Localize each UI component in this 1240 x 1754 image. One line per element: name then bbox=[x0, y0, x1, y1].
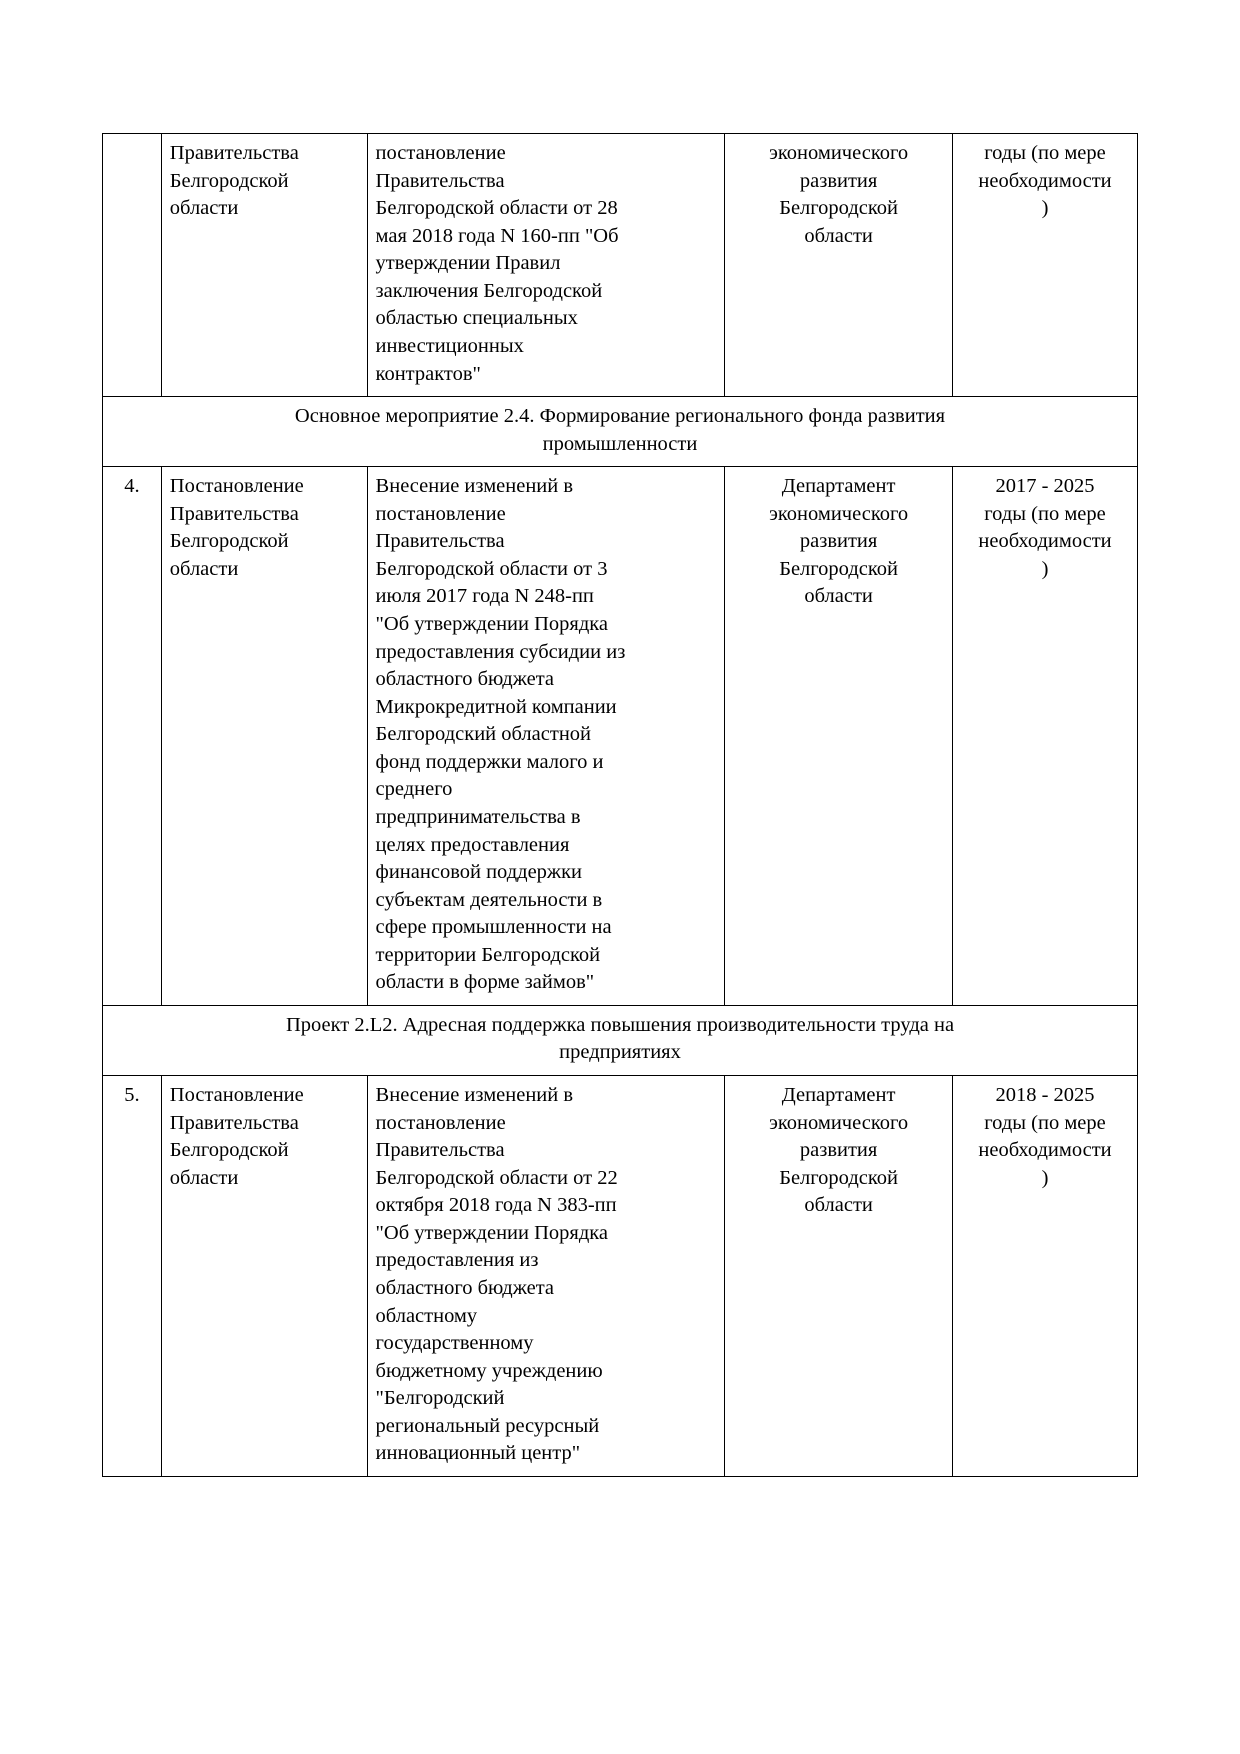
act-provisions-line: Правительства bbox=[375, 169, 505, 192]
expected-term-line: ) bbox=[1041, 1166, 1049, 1189]
table-row bbox=[103, 1076, 1138, 1477]
cell-row-number: 4. bbox=[103, 467, 162, 1006]
responsible-executor-line: области bbox=[804, 1194, 873, 1217]
act-provisions-line: целях предоставления bbox=[375, 833, 570, 856]
act-type-line: Постановление bbox=[169, 475, 304, 498]
expected-term-line: ) bbox=[1041, 557, 1049, 580]
act-type-line: области bbox=[169, 197, 239, 220]
act-provisions-line: предоставления субсидии из bbox=[375, 640, 626, 663]
table-body bbox=[103, 134, 1138, 1477]
act-provisions-line: Микрокредитной компании bbox=[375, 695, 617, 718]
act-provisions-line: сфере промышленности на bbox=[375, 916, 612, 939]
responsible-executor-line: экономического bbox=[769, 1111, 909, 1134]
section-heading-line: Основное мероприятие 2.4. Формирование регионального фонда развития bbox=[294, 405, 946, 428]
act-provisions-line: региональный ресурсный bbox=[375, 1414, 600, 1437]
expected-term-line: годы (по мере bbox=[984, 1111, 1106, 1134]
table-row bbox=[103, 467, 1138, 1006]
act-provisions-line: субъектам деятельности в bbox=[375, 888, 603, 911]
act-provisions-line: областного бюджета bbox=[375, 1276, 555, 1299]
act-provisions-line: "Белгородский bbox=[375, 1387, 505, 1410]
responsible-executor-line: Департамент bbox=[781, 1084, 896, 1106]
cell-act-provisions bbox=[367, 1076, 725, 1477]
act-provisions-line: контрактов" bbox=[375, 362, 481, 385]
act-provisions-line: Белгородской области от 28 bbox=[375, 197, 618, 220]
act-type-line: Белгородской bbox=[169, 169, 289, 192]
act-type-line: Правительства bbox=[169, 1111, 299, 1134]
act-provisions-line: Правительства bbox=[375, 1139, 505, 1162]
responsible-executor-line: Белгородской bbox=[779, 557, 899, 580]
section-heading-line: предприятиях bbox=[559, 1041, 681, 1064]
act-provisions-line: октября 2018 года N 383-пп bbox=[375, 1194, 617, 1217]
responsible-executor-line: области bbox=[804, 585, 873, 608]
act-provisions-line: постановление bbox=[375, 142, 506, 164]
act-provisions-line: областному bbox=[375, 1304, 478, 1327]
table-section-row bbox=[103, 1005, 1138, 1075]
cell-act-type bbox=[161, 1076, 367, 1477]
cell-row-number: 5. bbox=[103, 1076, 162, 1477]
act-provisions-line: Внесение изменений в bbox=[375, 1084, 574, 1106]
act-provisions-line: Правительства bbox=[375, 530, 505, 553]
responsible-executor-line: экономического bbox=[769, 142, 909, 164]
act-provisions-line: утверждении Правил bbox=[375, 252, 561, 275]
cell-row-number bbox=[103, 134, 162, 397]
act-type-line: Белгородской bbox=[169, 530, 289, 553]
act-provisions-line: постановление bbox=[375, 1111, 506, 1134]
responsible-executor-line: экономического bbox=[769, 502, 909, 525]
responsible-executor-line: развития bbox=[799, 530, 878, 553]
section-heading bbox=[103, 1005, 1138, 1075]
act-type-line: Правительства bbox=[169, 142, 299, 164]
act-type-line: Постановление bbox=[169, 1084, 304, 1106]
act-provisions-line: Внесение изменений в bbox=[375, 475, 574, 498]
act-provisions-line: бюджетному учреждению bbox=[375, 1359, 603, 1382]
act-provisions-line: инновационный центр" bbox=[375, 1442, 581, 1465]
cell-expected-term bbox=[953, 1076, 1138, 1477]
act-provisions-line: инвестиционных bbox=[375, 334, 524, 357]
expected-term-line: необходимости bbox=[978, 1139, 1112, 1162]
cell-act-provisions bbox=[367, 134, 725, 397]
cell-responsible-executor bbox=[725, 467, 953, 1006]
expected-term-line: годы (по мере bbox=[984, 502, 1106, 525]
cell-expected-term bbox=[953, 467, 1138, 1006]
act-type-line: области bbox=[169, 1166, 239, 1189]
responsible-executor-line: развития bbox=[799, 169, 878, 192]
act-type-line: Правительства bbox=[169, 502, 299, 525]
section-heading-line: промышленности bbox=[542, 432, 698, 455]
act-provisions-line: среднего bbox=[375, 778, 453, 801]
expected-term-line: 2017 - 2025 bbox=[995, 475, 1095, 498]
act-provisions-line: "Об утверждении Порядка bbox=[375, 1221, 609, 1244]
act-provisions-line: заключения Белгородской bbox=[375, 279, 603, 302]
table-row bbox=[103, 134, 1138, 397]
act-provisions-line: финансовой поддержки bbox=[375, 861, 583, 884]
cell-responsible-executor bbox=[725, 1076, 953, 1477]
cell-responsible-executor bbox=[725, 134, 953, 397]
act-provisions-line: июля 2017 года N 248-пп bbox=[375, 585, 594, 608]
responsible-executor-line: Белгородской bbox=[779, 1166, 899, 1189]
act-type-line: Белгородской bbox=[169, 1139, 289, 1162]
act-provisions-line: мая 2018 года N 160-пп "Об bbox=[375, 224, 619, 247]
act-provisions-line: "Об утверждении Порядка bbox=[375, 613, 609, 635]
act-provisions-line: постановление bbox=[375, 502, 506, 525]
act-provisions-line: предпринимательства в bbox=[375, 805, 581, 828]
act-provisions-line: предоставления из bbox=[375, 1249, 539, 1272]
cell-expected-term bbox=[953, 134, 1138, 397]
section-heading bbox=[103, 397, 1138, 467]
table-section-row bbox=[103, 397, 1138, 467]
responsible-executor-line: развития bbox=[799, 1139, 878, 1162]
cell-act-type bbox=[161, 134, 367, 397]
responsible-executor-line: Департамент bbox=[781, 475, 896, 498]
cell-act-provisions bbox=[367, 467, 725, 1006]
expected-term-line: ) bbox=[1041, 197, 1049, 220]
nla-schedule-table bbox=[102, 133, 1138, 1477]
responsible-executor-line: области bbox=[804, 224, 873, 247]
act-provisions-line: Белгородской области от 3 bbox=[375, 557, 608, 580]
expected-term-line: годы (по мере bbox=[984, 142, 1106, 164]
act-provisions-line: Белгородский областной bbox=[375, 723, 592, 746]
act-provisions-line: Белгородской области от 22 bbox=[375, 1166, 618, 1189]
act-type-line: области bbox=[169, 557, 239, 580]
expected-term-line: 2018 - 2025 bbox=[995, 1084, 1095, 1106]
expected-term-line: необходимости bbox=[978, 169, 1112, 192]
act-provisions-line: областного бюджета bbox=[375, 668, 555, 691]
act-provisions-line: фонд поддержки малого и bbox=[375, 750, 604, 773]
cell-act-type bbox=[161, 467, 367, 1006]
act-provisions-line: государственному bbox=[375, 1332, 534, 1355]
responsible-executor-line: Белгородской bbox=[779, 197, 899, 220]
act-provisions-line: территории Белгородской bbox=[375, 943, 601, 966]
act-provisions-line: области в форме займов" bbox=[375, 971, 595, 994]
section-heading-line: Проект 2.L2. Адресная поддержка повышения производительности труда на bbox=[285, 1013, 955, 1036]
act-provisions-line: областью специальных bbox=[375, 307, 578, 330]
expected-term-line: необходимости bbox=[978, 530, 1112, 553]
